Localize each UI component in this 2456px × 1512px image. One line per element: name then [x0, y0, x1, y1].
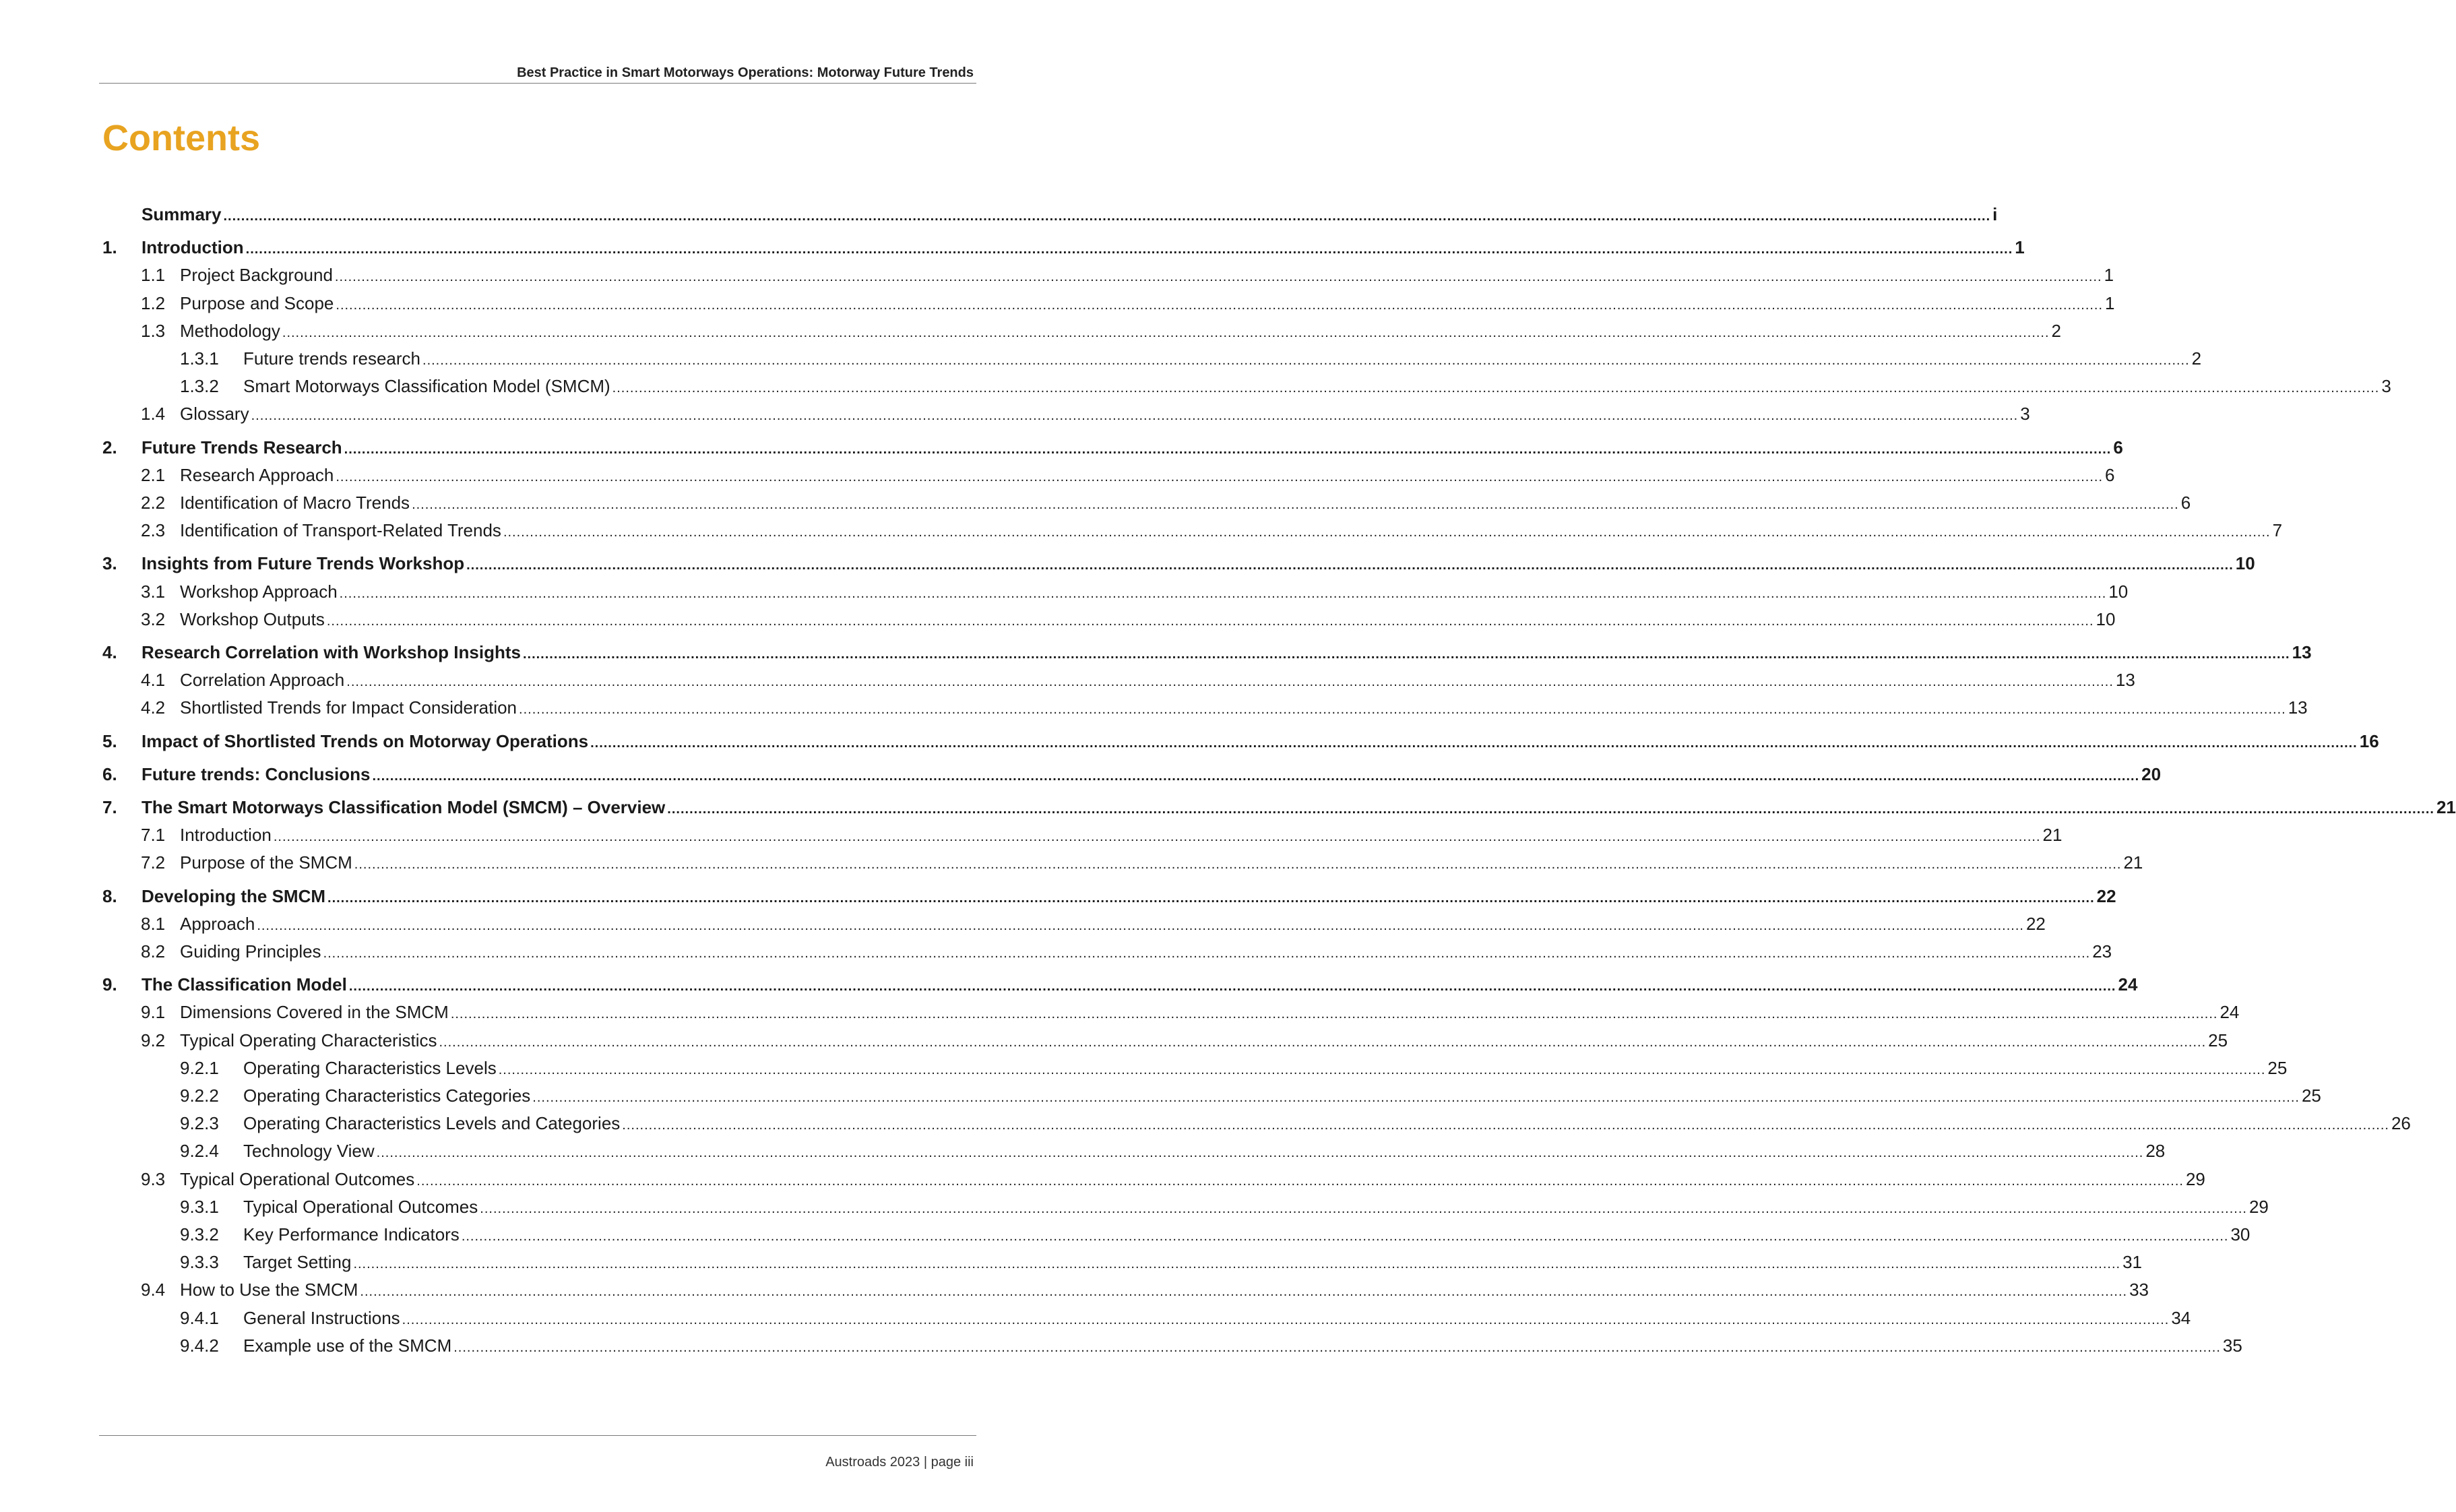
toc-leader-dots: ................................................................................................................................................................................................................................................................................................................................................................................................................ [519, 702, 2286, 718]
toc-entry[interactable] [102, 1056, 2288, 1080]
toc-entry[interactable] [102, 402, 2030, 426]
toc-entry[interactable] [102, 729, 2379, 753]
toc-entry-number: 9.3.1 [180, 1196, 219, 1217]
toc-entry-title: Example use of the SMCM [243, 1335, 452, 1356]
toc-entry-title: Identification of Transport-Related Trends [180, 520, 501, 541]
toc-entry-title: Glossary [180, 404, 249, 424]
toc-entry-title: Shortlisted Trends for Impact Consideration [180, 697, 517, 718]
toc-entry[interactable] [102, 823, 2063, 847]
toc-entry-number: 7.2 [141, 852, 166, 873]
toc-entry-page: 1 [2015, 237, 2025, 258]
toc-entry-number: 4. [102, 642, 117, 662]
toc-entry[interactable] [102, 1222, 2250, 1247]
toc-leader-dots: ................................................................................................................................................................................................................................................................................................................................................................................................................ [461, 1229, 2229, 1244]
toc-entry-page: 3 [2381, 376, 2391, 397]
toc-entry-title: Workshop Approach [180, 581, 338, 602]
toc-entry-page: 31 [2122, 1252, 2143, 1273]
toc-leader-dots: ................................................................................................................................................................................................................................................................................................................................................................................................................ [439, 1034, 2207, 1050]
toc-entry[interactable] [102, 850, 2143, 875]
toc-entry-number: 3.2 [141, 608, 166, 629]
toc-entry-page: 22 [2096, 885, 2116, 906]
toc-leader-dots: ................................................................................................................................................................................................................................................................................................................................................................................................................ [257, 918, 2024, 933]
toc-entry-title: The Classification Model [141, 974, 347, 995]
toc-entry-number: 9.2.4 [180, 1141, 219, 1162]
toc-leader-dots: ................................................................................................................................................................................................................................................................................................................................................................................................................ [667, 802, 2434, 817]
toc-entry-title: Developing the SMCM [141, 885, 326, 906]
toc-entry-title: Purpose of the SMCM [180, 852, 352, 873]
toc-entry-number: 1.2 [141, 292, 166, 313]
toc-entry[interactable] [102, 762, 2162, 786]
toc-entry-page: 10 [2108, 581, 2129, 602]
toc-entry-title: Research Approach [180, 464, 334, 485]
toc-entry-title: The Smart Motorways Classification Model (SMCM) – Overview [141, 797, 666, 817]
toc-entry-number: 8.1 [141, 913, 166, 934]
toc-leader-dots: ................................................................................................................................................................................................................................................................................................................................................................................................................ [522, 647, 2290, 662]
toc-leader-dots: ................................................................................................................................................................................................................................................................................................................................................................................................................ [590, 735, 2358, 751]
toc-entry-title: Purpose and Scope [180, 292, 334, 313]
toc-entry-page: 30 [2230, 1224, 2250, 1245]
toc-entry-number: 9.2 [141, 1030, 166, 1050]
toc-entry-page: 24 [2219, 1002, 2240, 1023]
toc-leader-dots: ................................................................................................................................................................................................................................................................................................................................................................................................................ [323, 946, 2091, 961]
toc-entry-number: 9.2.2 [180, 1085, 219, 1106]
toc-entry-title: Project Background [180, 265, 333, 286]
toc-entry[interactable] [102, 795, 2456, 819]
toc-entry-page: 25 [2267, 1057, 2288, 1078]
toc-entry-title: Impact of Shortlisted Trends on Motorway Operations [141, 730, 589, 751]
toc-entry[interactable] [102, 518, 2283, 542]
footer-divider [99, 1435, 976, 1436]
toc-entry-number: 9.3 [141, 1168, 166, 1189]
toc-entry-page: 6 [2105, 464, 2115, 485]
toc-entry[interactable] [102, 668, 2135, 692]
toc-entry-number: 8.2 [141, 941, 166, 962]
toc-entry-number: 9.2.3 [180, 1113, 219, 1134]
toc-entry-page: 10 [2096, 608, 2116, 629]
toc-entry-page: 7 [2272, 520, 2283, 541]
toc-entry-page: 25 [2301, 1085, 2321, 1106]
toc-entry-page: 34 [2171, 1307, 2191, 1328]
toc-entry-title: Insights from Future Trends Workshop [141, 553, 465, 574]
toc-leader-dots: ................................................................................................................................................................................................................................................................................................................................................................................................................ [532, 1090, 2300, 1105]
toc-entry-title: Technology View [243, 1141, 375, 1162]
toc-entry[interactable] [102, 884, 2116, 908]
toc-entry[interactable] [102, 579, 2129, 604]
toc-entry[interactable] [102, 263, 2114, 287]
toc-leader-dots: ................................................................................................................................................................................................................................................................................................................................................................................................................ [327, 890, 2095, 906]
toc-leader-dots: ................................................................................................................................................................................................................................................................................................................................................................................................................ [223, 209, 1991, 224]
toc-leader-dots: ................................................................................................................................................................................................................................................................................................................................................................................................................ [251, 408, 2019, 424]
toc-entry-page: 2 [2191, 348, 2202, 369]
toc-entry-number: 2. [102, 437, 117, 458]
toc-leader-dots: ................................................................................................................................................................................................................................................................................................................................................................................................................ [622, 1118, 2389, 1133]
toc-entry-page: 16 [2359, 730, 2379, 751]
toc-entry-number: 1.4 [141, 404, 166, 424]
page-footer: Austroads 2023 | page iii [825, 1455, 974, 1470]
toc-entry[interactable] [102, 939, 2112, 964]
toc-leader-dots: ................................................................................................................................................................................................................................................................................................................................................................................................................ [412, 497, 2179, 512]
toc-entry-number: 7.1 [141, 825, 166, 846]
toc-entry[interactable] [102, 607, 2116, 631]
toc-entry[interactable] [102, 1306, 2191, 1330]
toc-entry[interactable] [102, 1083, 2321, 1108]
toc-entry-page: 28 [2145, 1141, 2166, 1162]
toc-entry-page: 29 [2185, 1168, 2205, 1189]
toc-leader-dots: ................................................................................................................................................................................................................................................................................................................................................................................................................ [245, 242, 2013, 257]
toc-entry-title: Future Trends Research [141, 437, 342, 458]
toc-entry-number: 1.3.2 [180, 376, 219, 397]
toc-entry-number: 2.3 [141, 520, 166, 541]
toc-entry[interactable] [102, 1111, 2411, 1135]
toc-leader-dots: ................................................................................................................................................................................................................................................................................................................................................................................................................ [353, 1257, 2121, 1272]
toc-entry-page: 33 [2129, 1280, 2149, 1300]
toc-entry-title: Typical Operating Characteristics [180, 1030, 437, 1050]
toc-entry-page: i [1992, 204, 1998, 224]
toc-entry-title: Approach [180, 913, 255, 934]
toc-leader-dots: ................................................................................................................................................................................................................................................................................................................................................................................................................ [480, 1201, 2247, 1216]
toc-entry-title: Future trends research [243, 348, 421, 369]
toc-entry-title: Summary [141, 204, 222, 224]
toc-entry-page: 10 [2235, 553, 2255, 574]
toc-entry[interactable] [102, 1278, 2149, 1302]
toc-entry-page: 35 [2222, 1335, 2242, 1356]
toc-entry[interactable] [102, 1195, 2269, 1219]
toc-entry-number: 3. [102, 553, 117, 574]
toc-entry-number: 2.1 [141, 464, 166, 485]
toc-entry[interactable] [102, 1167, 2205, 1191]
toc-entry-title: General Instructions [243, 1307, 400, 1328]
toc-leader-dots: ................................................................................................................................................................................................................................................................................................................................................................................................................ [344, 441, 2112, 457]
toc-entry[interactable] [102, 1139, 2166, 1163]
toc-leader-dots: ................................................................................................................................................................................................................................................................................................................................................................................................................ [498, 1062, 2266, 1077]
toc-entry-title: Future trends: Conclusions [141, 763, 371, 784]
toc-entry[interactable] [102, 1250, 2143, 1274]
toc-entry[interactable] [102, 1028, 2228, 1052]
toc-entry-number: 4.1 [141, 670, 166, 691]
toc-entry-number: 9.4 [141, 1280, 166, 1300]
toc-entry-number: 2.2 [141, 493, 166, 513]
toc-entry-page: 6 [2180, 493, 2191, 513]
toc-entry-number: 1.3 [141, 320, 166, 341]
toc-leader-dots: ................................................................................................................................................................................................................................................................................................................................................................................................................ [612, 381, 2380, 396]
toc-entry-page: 29 [2248, 1196, 2269, 1217]
toc-entry[interactable] [102, 291, 2115, 315]
toc-leader-dots: ................................................................................................................................................................................................................................................................................................................................................................................................................ [336, 297, 2104, 313]
toc-entry-title: Operating Characteristics Levels [243, 1057, 497, 1078]
toc-entry-number: 9.2.1 [180, 1057, 219, 1078]
toc-leader-dots: ................................................................................................................................................................................................................................................................................................................................................................................................................ [376, 1145, 2144, 1161]
toc-entry[interactable] [102, 912, 2046, 936]
toc-entry[interactable] [102, 319, 2062, 343]
toc-entry-page: 21 [2123, 852, 2143, 873]
running-header: Best Practice in Smart Motorways Operations: Motorway Future Trends [99, 65, 976, 84]
toc-entry-title: How to Use the SMCM [180, 1280, 358, 1300]
toc-leader-dots: ................................................................................................................................................................................................................................................................................................................................................................................................................ [360, 1284, 2128, 1300]
toc-entry-number: 8. [102, 885, 117, 906]
toc-entry-page: 23 [2092, 941, 2112, 962]
toc-entry-title: Guiding Principles [180, 941, 321, 962]
toc-entry-number: 9.3.2 [180, 1224, 219, 1245]
toc-entry-page: 13 [2115, 670, 2135, 691]
toc-leader-dots: ................................................................................................................................................................................................................................................................................................................................................................................................................ [453, 1340, 2221, 1355]
toc-entry-page: 21 [2042, 825, 2063, 846]
toc-entry-page: 22 [2025, 913, 2046, 934]
toc-leader-dots: ................................................................................................................................................................................................................................................................................................................................................................................................................ [326, 613, 2094, 629]
toc-entry[interactable] [102, 346, 2202, 371]
toc-entry-title: Operating Characteristics Levels and Categories [243, 1113, 621, 1134]
toc-entry-number: 1. [102, 237, 117, 258]
toc-entry-number: 9. [102, 974, 117, 995]
toc-entry-title: Introduction [141, 237, 244, 258]
toc-leader-dots: ................................................................................................................................................................................................................................................................................................................................................................................................................ [273, 829, 2041, 845]
toc-entry[interactable] [102, 463, 2115, 487]
toc-entry-title: Key Performance Indicators [243, 1224, 460, 1245]
toc-entry-number: 9.1 [141, 1002, 166, 1023]
toc-entry-number: 7. [102, 797, 117, 817]
toc-entry-page: 13 [2292, 642, 2312, 662]
toc-entry[interactable] [102, 1333, 2242, 1358]
toc-leader-dots: ................................................................................................................................................................................................................................................................................................................................................................................................................ [466, 558, 2234, 573]
toc-entry-number: 6. [102, 763, 117, 784]
toc-entry-number: 9.4.2 [180, 1335, 219, 1356]
toc-entry-title: Operating Characteristics Categories [243, 1085, 531, 1106]
toc-entry-title: Dimensions Covered in the SMCM [180, 1002, 449, 1023]
toc-entry[interactable] [102, 551, 2255, 575]
toc-entry[interactable] [102, 972, 2138, 997]
toc-entry-title: Smart Motorways Classification Model (SMCM) [243, 376, 610, 397]
toc-entry-page: 2 [2051, 320, 2062, 341]
toc-entry-page: 3 [2020, 404, 2030, 424]
toc-entry-number: 9.4.1 [180, 1307, 219, 1328]
toc-entry[interactable] [102, 491, 2191, 515]
toc-entry-page: 1 [2104, 265, 2114, 286]
toc-entry[interactable] [102, 1000, 2240, 1024]
toc-entry-page: 6 [2113, 437, 2123, 458]
toc-leader-dots: ................................................................................................................................................................................................................................................................................................................................................................................................................ [339, 586, 2107, 601]
toc-entry[interactable] [102, 435, 2123, 460]
toc-entry-number: 1.3.1 [180, 348, 219, 369]
toc-leader-dots: ................................................................................................................................................................................................................................................................................................................................................................................................................ [416, 1173, 2184, 1189]
toc-leader-dots: ................................................................................................................................................................................................................................................................................................................................................................................................................ [334, 270, 2102, 285]
toc-entry-title: Research Correlation with Workshop Insights [141, 642, 521, 662]
toc-entry-title: Typical Operational Outcomes [243, 1196, 478, 1217]
toc-entry-page: 20 [2141, 763, 2162, 784]
toc-entry-title: Introduction [180, 825, 272, 846]
toc-entry-number: 4.2 [141, 697, 166, 718]
toc-entry-title: Workshop Outputs [180, 608, 325, 629]
toc-leader-dots: ................................................................................................................................................................................................................................................................................................................................................................................................................ [422, 353, 2190, 368]
toc-entry-page: 21 [2436, 797, 2456, 817]
toc-leader-dots: ................................................................................................................................................................................................................................................................................................................................................................................................................ [354, 857, 2122, 873]
toc-entry-page: 1 [2105, 292, 2115, 313]
toc-entry-title: Identification of Macro Trends [180, 493, 410, 513]
toc-entry-number: 5. [102, 730, 117, 751]
toc-entry-number: 1.1 [141, 265, 166, 286]
toc-entry-page: 25 [2208, 1030, 2228, 1050]
toc-entry-page: 26 [2391, 1113, 2411, 1134]
toc-leader-dots: ................................................................................................................................................................................................................................................................................................................................................................................................................ [450, 1007, 2218, 1022]
toc-entry[interactable] [102, 235, 2025, 259]
toc-leader-dots: ................................................................................................................................................................................................................................................................................................................................................................................................................ [346, 674, 2114, 690]
toc-leader-dots: ................................................................................................................................................................................................................................................................................................................................................................................................................ [503, 525, 2271, 540]
toc-entry-number: 9.3.3 [180, 1252, 219, 1273]
toc-entry[interactable] [102, 640, 2312, 664]
toc-entry-title: Methodology [180, 320, 280, 341]
toc-entry-page: 13 [2288, 697, 2308, 718]
toc-leader-dots: ................................................................................................................................................................................................................................................................................................................................................................................................................ [402, 1312, 2170, 1327]
toc-entry-title: Target Setting [243, 1252, 352, 1273]
toc-leader-dots: ................................................................................................................................................................................................................................................................................................................................................................................................................ [348, 979, 2116, 995]
page-title: Contents [102, 118, 260, 158]
toc-entry[interactable] [102, 695, 2308, 720]
toc-entry-title: Correlation Approach [180, 670, 345, 691]
toc-entry[interactable] [102, 202, 1998, 226]
toc-entry-title: Typical Operational Outcomes [180, 1168, 415, 1189]
toc-leader-dots: ................................................................................................................................................................................................................................................................................................................................................................................................................ [372, 768, 2140, 784]
toc-entry[interactable] [102, 374, 2391, 398]
toc-entry-number: 3.1 [141, 581, 166, 602]
toc-entry-page: 24 [2118, 974, 2138, 995]
toc-leader-dots: ................................................................................................................................................................................................................................................................................................................................................................................................................ [282, 325, 2050, 340]
toc-leader-dots: ................................................................................................................................................................................................................................................................................................................................................................................................................ [336, 469, 2104, 484]
